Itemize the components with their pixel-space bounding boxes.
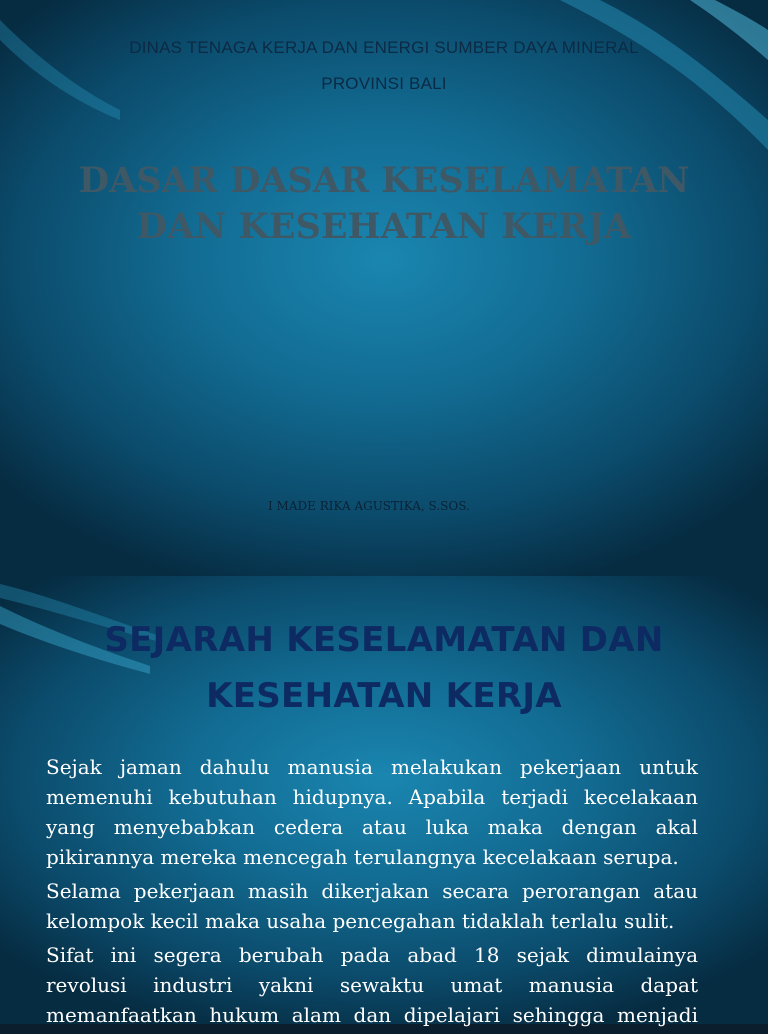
body-text [46, 752, 698, 1034]
presentation-title-line2: DAN KESEHATAN KERJA [136, 206, 632, 247]
province-name: PROVINSI BALI [321, 74, 447, 93]
author-name: I MADE RIKA AGUSTIKA, S.SOS. [268, 499, 470, 513]
paragraph: Sifat ini segera berubah pada abad 18 sejak dimulainya revolusi industri yakni sewaktu umat manusia dapat memanfaatkan hukum alam dan dipelajari sehingga menjadi [46, 943, 698, 1027]
paragraph: Selama pekerjaan masih dikerjakan secara perorangan atau kelompok kecil maka usaha pencegahan tidaklah terlalu sulit. [46, 879, 698, 933]
paragraph: Sejak jaman dahulu manusia melakukan pekerjaan untuk memenuhi kebutuhan hidupnya. Apabila terjadi kecelakaan yang menyebabkan cedera atau luka maka dengan akal pikirannya mereka mencegah terulangnya kecelakaan serupa. [46, 755, 698, 869]
section-title-line2: KESEHATAN KERJA [206, 676, 562, 716]
presentation-title-line1: DASAR DASAR KESELAMATAN [78, 160, 690, 201]
section-title-line1: SEJARAH KESELAMATAN DAN [104, 620, 664, 660]
section-title [0, 612, 768, 724]
organization-name: DINAS TENAGA KERJA DAN ENERGI SUMBER DAYA MINERAL [129, 38, 639, 57]
presentation-title [60, 158, 708, 250]
